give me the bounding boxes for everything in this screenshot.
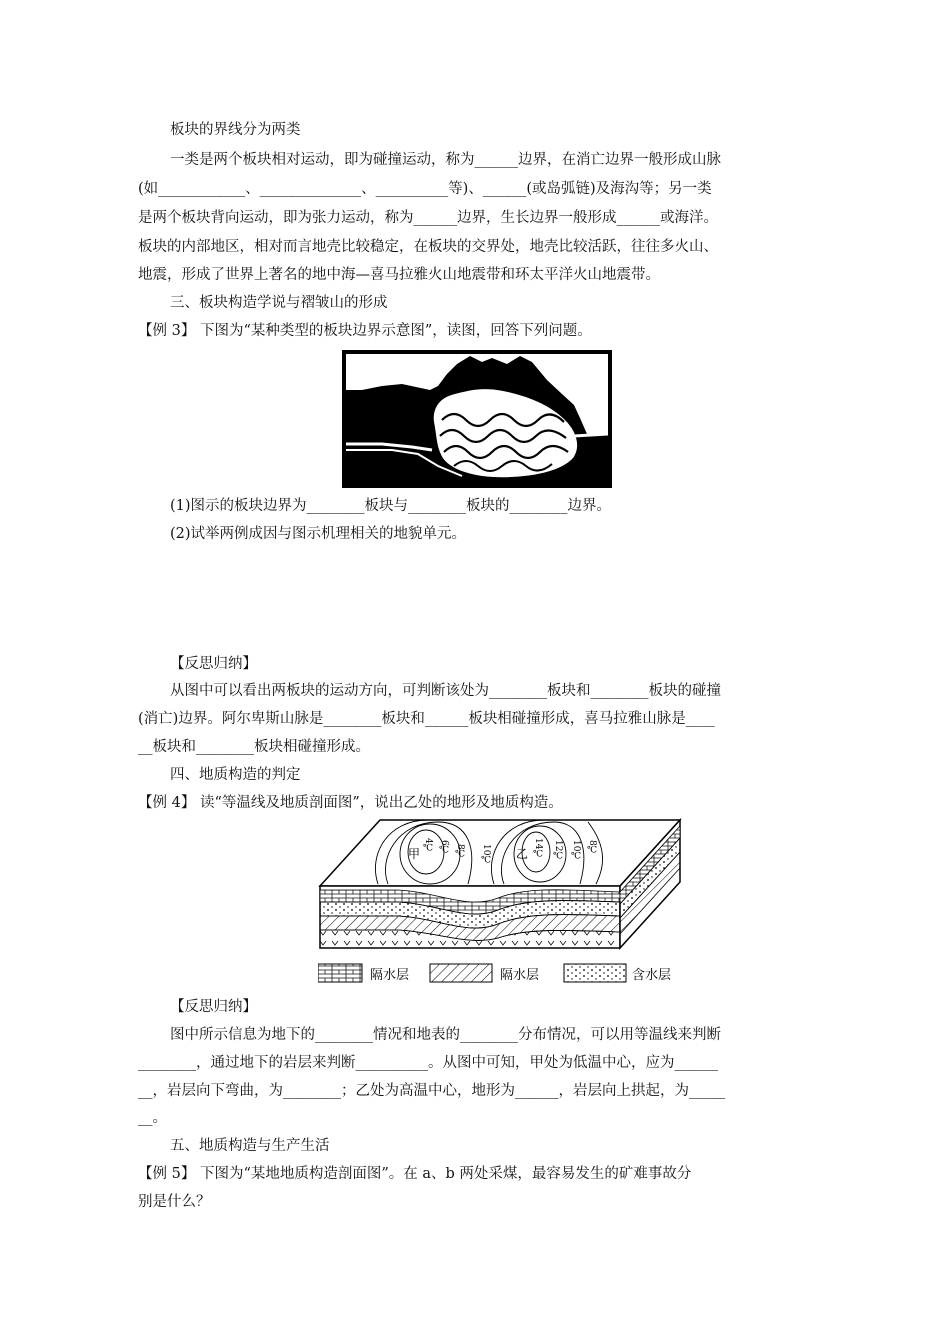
plate-boundary-figure — [342, 350, 612, 488]
isotherm-label: 8℃ — [455, 844, 465, 860]
section-heading: 四、地质构造的判定 — [170, 767, 301, 783]
point-jia-label: 甲 — [408, 847, 421, 861]
isotherm-label: 12℃ — [553, 840, 563, 862]
reflection-heading: 【反思归纳】 — [170, 999, 257, 1015]
text-line: __，岩层向下弯曲，为________；乙处为高温中心，地形为______，岩层向上拱起，为_____ — [138, 1083, 726, 1099]
text-line: 是两个板块背向运动，即为张力运动，称为______边界，生长边界一般形成______或海洋。 — [138, 210, 718, 226]
text-line: __。 — [138, 1110, 167, 1126]
example-5-question: 【例 5】 下图为“某地地质构造剖面图”。在 a、b 两处采煤，最容易发生的矿难事故分 — [138, 1166, 692, 1182]
text-line: (消亡)边界。阿尔卑斯山脉是________板块和______板块相碰撞形成，喜马拉雅山脉是____ — [138, 711, 715, 727]
example-3-part-1: (1)图示的板块边界为________板块与________板块的________边界。 — [170, 498, 612, 514]
legend-swatch-dots — [564, 964, 626, 982]
text-line: 别是什么？ — [138, 1194, 211, 1210]
text-line: 图中所示信息为地下的________情况和地表的________分布情况，可以用等温线来判断 — [170, 1027, 721, 1043]
legend-label: 隔水层 — [500, 968, 540, 983]
legend-swatch-brick — [318, 964, 362, 982]
legend-label: 隔水层 — [370, 968, 410, 983]
text-line: 地震，形成了世界上著名的地中海—喜马拉雅火山地震带和环太平洋火山地震带。 — [138, 267, 660, 283]
text-line: 从图中可以看出两板块的运动方向，可判断该处为________板块和________板块的碰撞 — [170, 683, 721, 699]
text-line: __板块和________板块相碰撞形成。 — [138, 739, 370, 755]
reflection-heading: 【反思归纳】 — [170, 656, 257, 672]
text-line: 板块的内部地区，相对而言地壳比较稳定，在板块的交界处，地壳比较活跃，往往多火山、 — [138, 239, 718, 255]
text-line: (如____________、______________、__________等)、______(或岛弧链)及海沟等；另一类 — [138, 181, 712, 197]
isotherm-geologic-section-figure — [318, 818, 688, 990]
isotherm-label: 14℃ — [533, 838, 543, 860]
section-heading: 三、板块构造学说与褶皱山的形成 — [170, 295, 388, 311]
isotherm-label: 4℃ — [423, 838, 433, 854]
text-line: 板块的界线分为两类 — [170, 122, 301, 138]
legend-label: 含水层 — [632, 968, 672, 983]
example-4-question: 【例 4】 读“等温线及地质剖面图”，说出乙处的地形及地质构造。 — [138, 795, 563, 811]
isotherm-label: 8℃ — [587, 840, 597, 856]
isotherm-label: 6℃ — [439, 840, 449, 856]
isotherm-label: 10℃ — [571, 840, 581, 862]
isotherm-label: 10℃ — [481, 844, 491, 866]
section-heading: 五、地质构造与生产生活 — [170, 1138, 330, 1154]
point-yi-label: 乙 — [516, 847, 529, 861]
example-3-part-2: (2)试举两例成因与图示机理相关的地貌单元。 — [170, 526, 467, 542]
text-line: 一类是两个板块相对运动，即为碰撞运动，称为______边界，在消亡边界一般形成山脉 — [170, 152, 721, 168]
legend-swatch-hatch — [430, 964, 492, 982]
example-3-question: 【例 3】 下图为“某种类型的板块边界示意图”，读图，回答下列问题。 — [138, 323, 592, 339]
text-line: ________，通过地下的岩层来判断__________。从图中可知，甲处为低温中心，应为______ — [138, 1055, 718, 1071]
